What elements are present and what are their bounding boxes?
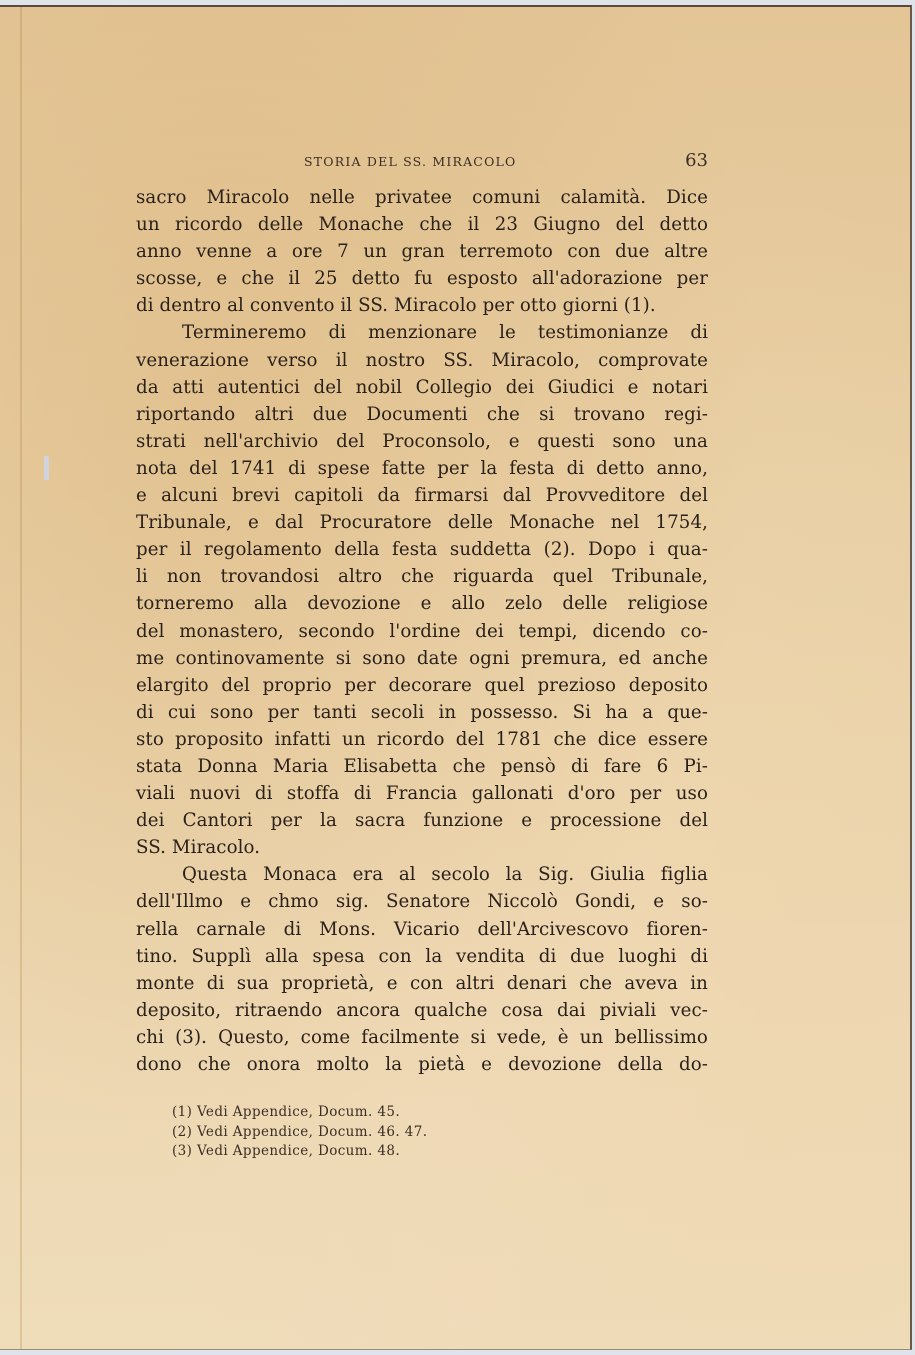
text-line: dell'Illmo e chmo sig. Senatore Niccolò Gondi, e so- <box>136 891 708 913</box>
text-line: scosse, e che il 25 detto fu esposto all'adorazione per <box>136 268 708 290</box>
text-line: riportando altri due Documenti che si trovano regi- <box>136 403 708 425</box>
running-head: STORIA DEL SS. MIRACOLO <box>304 154 517 169</box>
footnote: (2) Vedi Appendice, Docum. 46. 47. <box>172 1123 428 1140</box>
text-line: e alcuni brevi capitoli da firmarsi dal Provveditore del <box>136 485 708 507</box>
text-line: monte di sua proprietà, e con altri denari che aveva in <box>136 972 708 994</box>
text-line: stata Donna Maria Elisabetta che pensò di fare 6 Pi- <box>136 755 708 777</box>
page-number: 63 <box>685 150 708 171</box>
text-line: sacro Miracolo nelle privatee comuni calamità. Dice <box>136 187 708 208</box>
page-fold-shadow <box>20 7 22 1349</box>
text-line: dei Cantori per la sacra funzione e processione del <box>136 810 708 832</box>
page-header <box>136 152 708 174</box>
footnote: (1) Vedi Appendice, Docum. 45. <box>172 1104 401 1120</box>
text-line: Questa Monaca era al secolo la Sig. Giulia figlia <box>182 864 708 886</box>
text-line: deposito, ritraendo ancora qualche cosa dai piviali vec- <box>136 999 708 1021</box>
text-line: sto proposito infatti un ricordo del 1781 che dice essere <box>136 728 708 750</box>
footnotes <box>172 1103 572 1162</box>
footnote: (3) Vedi Appendice, Docum. 48. <box>172 1143 401 1159</box>
text-line: chi (3). Questo, come facilmente si vede, è un bellissimo <box>136 1026 708 1048</box>
text-line: Tribunale, e dal Procuratore delle Monache nel 1754, <box>136 512 708 534</box>
text-line: me continovamente si sono date ogni premura, ed anche <box>136 647 708 669</box>
book-page <box>0 5 912 1350</box>
text-line: anno venne a ore 7 un gran terremoto con due altre <box>136 241 708 263</box>
text-line: rella carnale di Mons. Vicario dell'Arcivescovo fioren- <box>136 918 708 940</box>
text-line: dono che onora molto la pietà e devozione della do- <box>136 1054 708 1075</box>
text-line: da atti autentici del nobil Collegio dei Giudici e notari <box>136 376 708 398</box>
text-line: tino. Supplì alla spesa con la vendita di due luoghi di <box>136 945 708 967</box>
page-tear <box>44 456 49 480</box>
text-line: strati nell'archivio del Proconsolo, e questi sono una <box>136 430 708 452</box>
body-text <box>136 184 708 1078</box>
text-line: li non trovandosi altro che riguarda quel Tribunale, <box>136 566 708 588</box>
text-line: viali nuovi di stoffa di Francia gallonati d'oro per uso <box>136 783 708 805</box>
text-line: del monastero, secondo l'ordine dei tempi, dicendo co- <box>136 620 708 642</box>
text-line: di cui sono per tanti secoli in possesso. Si ha a que- <box>136 701 708 723</box>
text-line: elargito del proprio per decorare quel prezioso deposito <box>136 674 708 696</box>
text-line: un ricordo delle Monache che il 23 Giugno del detto <box>136 214 708 236</box>
text-line: venerazione verso il nostro SS. Miracolo, comprovate <box>136 349 708 371</box>
text-line: per il regolamento della festa suddetta (2). Dopo i qua- <box>136 539 708 561</box>
text-line: Termineremo di menzionare le testimonianze di <box>182 322 708 344</box>
text-line: SS. Miracolo. <box>136 837 261 859</box>
text-line: torneremo alla devozione e allo zelo delle religiose <box>136 593 708 615</box>
text-line: di dentro al convento il SS. Miracolo per otto giorni (1). <box>136 295 656 317</box>
text-line: nota del 1741 di spese fatte per la festa di detto anno, <box>136 457 708 479</box>
